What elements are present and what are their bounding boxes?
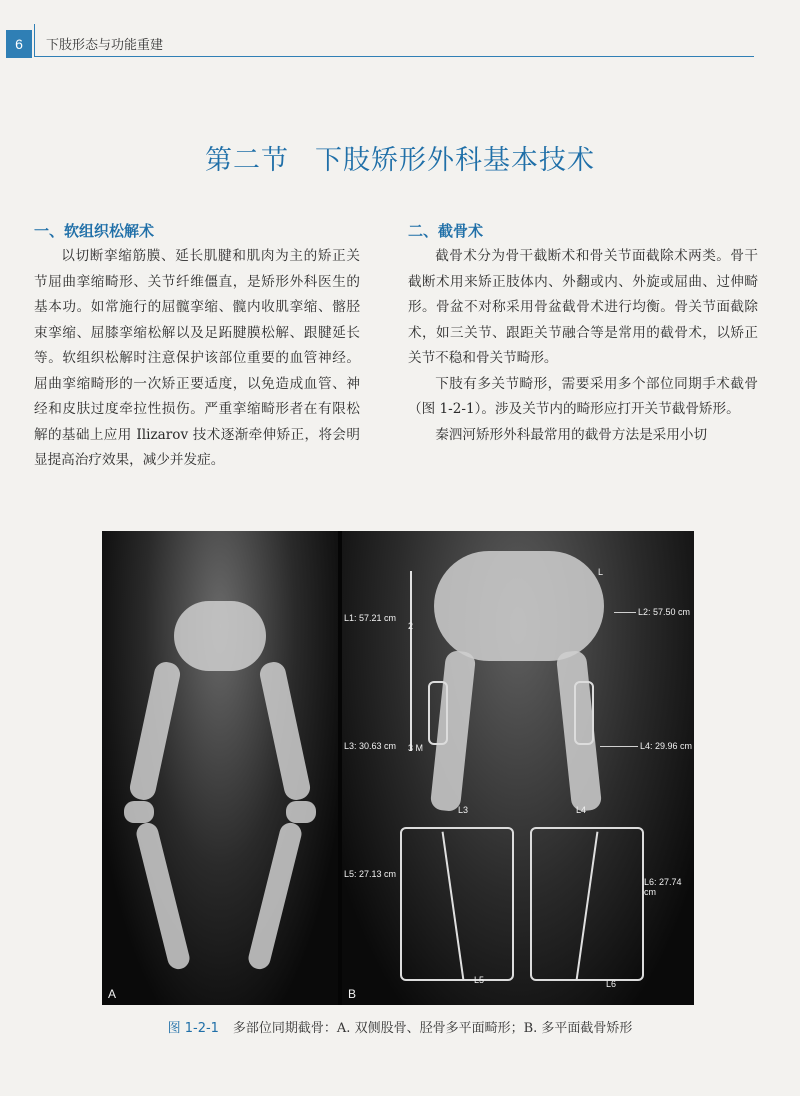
measure-L5: L5: 27.13 cm [344, 869, 397, 879]
running-title: 下肢形态与功能重建 [46, 38, 164, 53]
ruler-mark-3m: 3 M [408, 743, 424, 753]
section-title [0, 138, 800, 177]
leader-L2 [614, 612, 636, 613]
measure-L2: L2: 57.50 cm [638, 607, 691, 617]
right-paragraph-2: 下肢有多关节畸形，需要采用多个部位同期手术截骨（图 1-2-1）。涉及关节内的畸形应打开关节截骨矫形。 [408, 375, 758, 417]
femur-left-shape [258, 660, 313, 802]
panel-b-label: B [348, 987, 357, 1001]
section-name: 下肢矫形外科基本技术 [315, 145, 595, 176]
panel-a-label: A [108, 987, 117, 1001]
xray-panel-b [342, 531, 694, 1005]
measure-L1: L1: 57.21 cm [344, 613, 397, 623]
header-divider [34, 56, 754, 57]
left-subheading: 一、软组织松解术 [34, 222, 155, 240]
measure-L3: L3: 30.63 cm [344, 741, 397, 751]
side-marker: L [598, 567, 604, 577]
right-paragraph-1: 截骨术分为骨干截断术和骨关节面截除术两类。骨干截断术用来矫正肢体内、外翻或内、外旋或屈曲、过伸畸形。骨盆不对称采用骨盆截骨术进行均衡。骨关节面截除术，如三关节、跟距关节融合等是常用的截骨术，以矫正关节不稳和骨关节畸形。 [408, 248, 758, 366]
header-divider-vertical [34, 24, 35, 57]
measure-L4: L4: 29.96 cm [640, 741, 693, 751]
bone-label-L3: L3 [458, 805, 469, 815]
leader-L4 [600, 746, 638, 747]
section-number: 第二节 [205, 145, 289, 176]
tibia-left-shape [246, 821, 304, 972]
page-number: 6 [6, 30, 32, 58]
right-subheading: 二、截骨术 [408, 222, 484, 240]
measuring-ruler [410, 571, 412, 751]
caption-text: 多部位同期截骨：A. 双侧股骨、胫骨多平面畸形；B. 多平面截骨矫形 [232, 1021, 633, 1036]
plate-right [428, 681, 448, 745]
plate-left [574, 681, 594, 745]
figure-caption [0, 1017, 800, 1036]
caption-number: 图 1-2-1 [167, 1021, 219, 1036]
tibia-right-shape [134, 821, 192, 972]
measure-L6: L6: 27.74 cm [644, 877, 682, 897]
femur-right-shape [128, 660, 183, 802]
left-column-text [34, 244, 360, 474]
pelvis-shape-b [434, 551, 604, 661]
left-paragraph-1: 以切断挛缩筋膜、延长肌腱和肌肉为主的矫正关节屈曲挛缩畸形、关节纤维僵直，是矫形外科医生的基本功。如常施行的屈髋挛缩、髋内收肌挛缩、髂胫束挛缩、屈膝挛缩松解以及足跖腱膜松解、跟腱延长等。软组织松解时注意保护该部位重要的血管神经。屈曲挛缩畸形的一次矫正要适度，以免造成血管、神经和皮肤过度牵拉性损伤。严重挛缩畸形者在有限松解的基础上应用 Ilizarov 技术逐渐牵伸矫正，将会明显提高治疗效果，减少并发症。 [34, 248, 360, 468]
bone-label-L5: L5 [474, 975, 485, 985]
ruler-mark-2: 2 [408, 621, 414, 631]
bone-label-L4: L4 [576, 805, 587, 815]
right-column-text [408, 244, 758, 448]
ilizarov-frame-right [400, 827, 514, 981]
xray-figure [102, 531, 694, 1005]
xray-panel-a [102, 531, 338, 1005]
pelvis-shape [174, 601, 266, 671]
knee-left-shape [286, 801, 316, 823]
knee-right-shape [124, 801, 154, 823]
right-paragraph-3: 秦泗河矫形外科最常用的截骨方法是采用小切 [435, 426, 708, 443]
bone-label-L6: L6 [606, 979, 617, 989]
